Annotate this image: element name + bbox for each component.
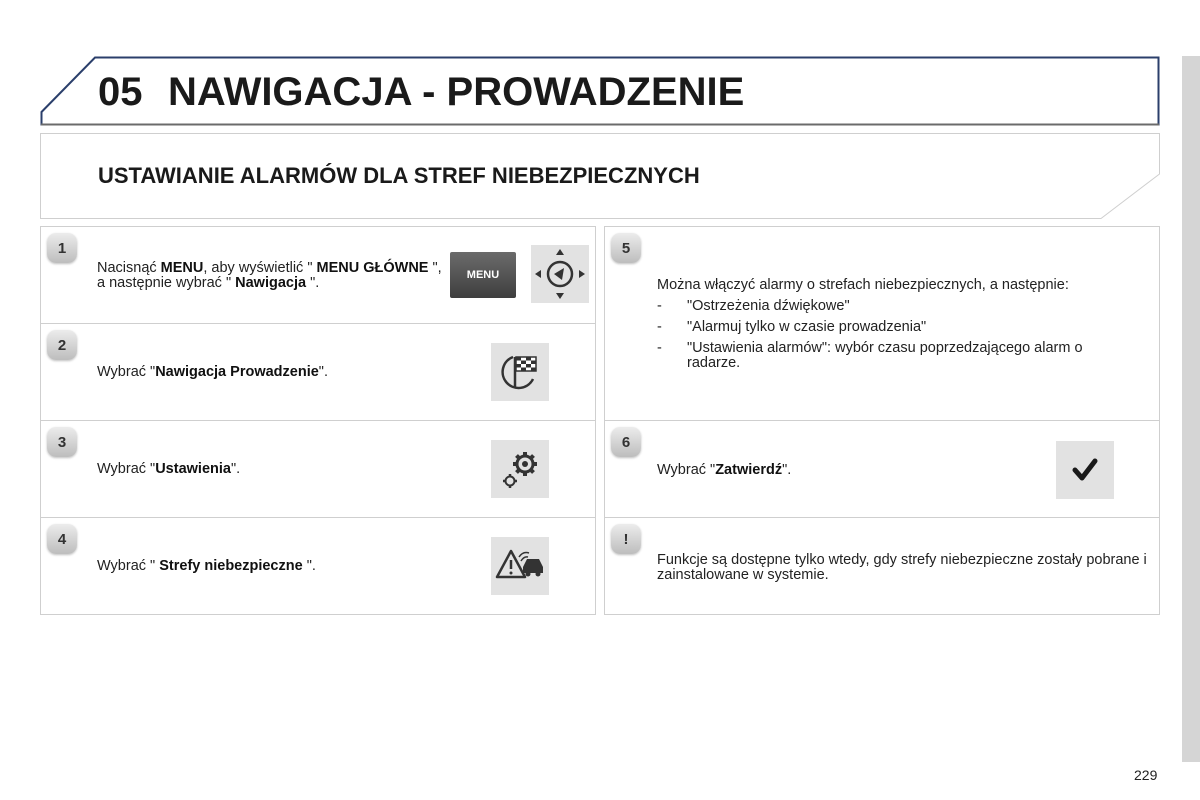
step-3-badge: 3 — [47, 427, 77, 457]
step-5-intro: Można włączyć alarmy o strefach niebezpiecznych, a następnie: — [657, 277, 1069, 293]
step-4-text — [97, 559, 477, 574]
step-3-text-part: Wybrać " — [97, 461, 156, 477]
step-2-box — [40, 323, 596, 421]
step-1-text — [97, 261, 447, 291]
checkmark-icon[interactable] — [1056, 441, 1114, 499]
step-6-text — [657, 463, 1037, 478]
step-5-box — [604, 226, 1160, 421]
navigation-keyword: Nawigacja — [235, 275, 307, 291]
danger-zone-icon[interactable] — [491, 537, 549, 595]
settings-gears-icon[interactable] — [491, 440, 549, 498]
step-1-text-part: ". — [306, 275, 320, 291]
danger-zones-keyword: Strefy niebezpieczne — [159, 558, 303, 574]
step-4-text-part: ". — [302, 558, 316, 574]
menu-button[interactable]: MENU — [450, 252, 516, 298]
step-6-text-part: ". — [782, 462, 792, 478]
note-box — [604, 517, 1160, 615]
option-text: "Alarmuj tylko w czasie prowadzenia" — [687, 319, 927, 335]
step-1-text-part: , aby wyświetlić " — [203, 260, 317, 276]
option-text: "Ostrzeżenia dźwiękowe" — [687, 298, 850, 314]
step-3-text-part: ". — [230, 461, 241, 477]
step-2-badge: 2 — [47, 330, 77, 360]
side-tab-bar — [1182, 56, 1200, 762]
page-number: 229 — [1134, 767, 1158, 783]
option-sound-warnings — [657, 299, 1137, 314]
step-2-text-part: Wybrać " — [97, 364, 156, 380]
step-4-badge: 4 — [47, 524, 77, 554]
checkered-flag-icon[interactable] — [491, 343, 549, 401]
step-5-badge: 5 — [611, 233, 641, 263]
list-dash: - — [657, 340, 662, 356]
chapter-title: NAWIGACJA - PROWADZENIE — [168, 70, 745, 114]
step-6-badge: 6 — [611, 427, 641, 457]
step-1-box — [40, 226, 596, 324]
chapter-number: 05 — [98, 70, 143, 114]
step-3-box — [40, 420, 596, 518]
option-alert-while-driving — [657, 320, 1137, 335]
section-title: USTAWIANIE ALARMÓW DLA STREF NIEBEZPIECZNYCH — [98, 163, 700, 188]
step-2-text — [97, 365, 477, 380]
list-dash: - — [657, 298, 662, 314]
section-header — [40, 133, 1160, 219]
menu-keyword: MENU — [160, 260, 204, 276]
main-menu-keyword: MENU GŁÓWNE — [316, 260, 429, 276]
chapter-header — [40, 56, 1160, 126]
step-4-box — [40, 517, 596, 615]
alarm-options-list — [657, 299, 1137, 371]
step-1-text-part: Nacisnąć — [97, 260, 161, 276]
step-6-text-part: Wybrać " — [657, 462, 716, 478]
warning-icon: ! — [611, 524, 641, 554]
step-4-text-part: Wybrać " — [97, 558, 160, 574]
step-6-box — [604, 420, 1160, 518]
step-2-text-part: ". — [318, 364, 328, 380]
note-text: Funkcje są dostępne tylko wtedy, gdy strefy niebezpieczne zostały pobrane i zainstalowane w systemie. — [657, 552, 1147, 583]
navigation-joystick-icon[interactable] — [531, 245, 589, 303]
option-text: "Ustawienia alarmów": wybór czasu poprzedzającego alarm o radarze. — [687, 340, 1083, 371]
step-1-badge: 1 — [47, 233, 77, 263]
option-alarm-settings — [657, 341, 1137, 371]
step-1-text-part: ", a następnie wybrać " — [97, 260, 442, 291]
confirm-keyword: Zatwierdź — [715, 462, 783, 478]
settings-keyword: Ustawienia — [155, 461, 231, 477]
list-dash: - — [657, 319, 662, 335]
step-3-text — [97, 462, 477, 477]
navigation-guidance-keyword: Nawigacja Prowadzenie — [155, 364, 319, 380]
step-5-text — [657, 278, 1137, 377]
